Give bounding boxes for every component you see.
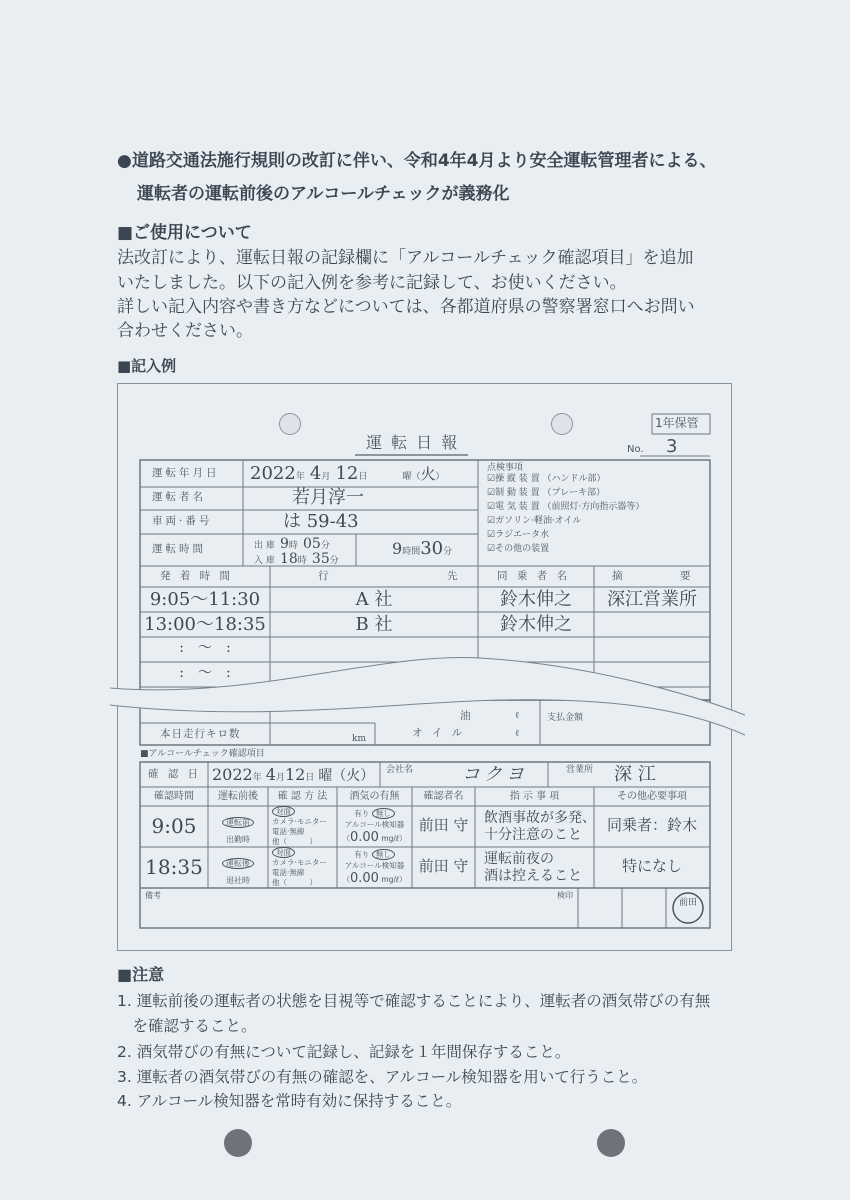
checkbox-checked-icon: ☑ <box>487 488 496 498</box>
check-item <box>487 502 644 513</box>
total-hours: 9 <box>392 539 403 558</box>
minute-unit: 分 <box>320 541 330 551</box>
phase-cell <box>208 810 268 845</box>
month: 4 <box>265 765 276 784</box>
header-method: 確 認 方 法 <box>277 791 328 802</box>
in-label: 入 庫 <box>254 556 275 566</box>
vehicle-label: 車両·番号 <box>152 515 213 527</box>
method-option: カメラ·モニター <box>272 858 327 867</box>
trip-header-note-2: 要 <box>680 570 694 582</box>
notes-heading: ■注意 <box>117 965 165 984</box>
year: 2022 <box>212 765 253 784</box>
trip-time: : ～ : <box>179 665 231 681</box>
intro-line-2: 運転者の運転前後のアルコールチェックが義務化 <box>137 184 510 204</box>
check-label: ラジエータ水 <box>495 530 550 540</box>
intro-line-1: ●道路交通法施行規則の改訂に伴い、令和4年4月より安全運転管理者による、 <box>117 151 717 171</box>
vehicle-number: は 59-43 <box>283 511 359 532</box>
month: 4 <box>309 463 322 484</box>
out-label: 出 庫 <box>254 541 275 551</box>
note-item: 2. 酒気帯びの有無について記録し、記録を１年間保存すること。 <box>117 1043 571 1061</box>
retention-label: 1年保管 <box>655 416 699 430</box>
phase-circled: 運転前 <box>222 817 254 828</box>
day: 12 <box>335 463 359 484</box>
check-item <box>487 488 644 499</box>
drive-date <box>250 463 445 485</box>
year-unit: 年 <box>252 773 262 783</box>
form-title: 運 転 日 報 <box>366 433 460 452</box>
check-item <box>487 544 644 555</box>
header-other: その他必要事項 <box>617 791 687 802</box>
note-item: 1. 運転前後の運転者の状態を目視等で確認することにより、運転者の酒気帯びの有無 <box>117 992 711 1010</box>
phase-circled: 運転後 <box>222 858 254 869</box>
unit: mg/ℓ） <box>381 875 407 884</box>
alcohol-value: 0.00 <box>349 871 379 886</box>
trip-header-dest-1: 行 <box>318 570 332 582</box>
weekday-label: 曜（ <box>402 472 421 482</box>
driver-name: 若月淳一 <box>292 487 364 508</box>
check-time: 9:05 <box>151 814 197 838</box>
method-circled: 対面 <box>272 847 295 858</box>
header-phase: 運転前後 <box>218 791 258 802</box>
check-label: 操 縦 装 置 （ハンドル部） <box>495 474 606 484</box>
check-date <box>212 765 374 785</box>
usage-line: 合わせください。 <box>117 321 253 341</box>
trip-destination: A 社 <box>355 589 393 610</box>
other-notes: 特になし <box>621 857 682 875</box>
usage-line: 詳しい記入内容や書き方などについては、各都道府県の警察署窓口へお問い <box>117 297 695 317</box>
total-minutes: 30 <box>420 538 444 559</box>
check-item <box>487 530 644 541</box>
driver-label: 運転者名 <box>152 491 206 503</box>
minute-unit: 分 <box>329 556 339 566</box>
minutes-unit: 分 <box>443 547 453 557</box>
paren: （ <box>342 834 350 843</box>
header-presence: 酒気の有無 <box>349 791 400 802</box>
day: 12 <box>284 765 306 784</box>
out-hour: 9 <box>279 536 289 552</box>
day-unit: 日 <box>305 773 315 783</box>
year-unit: 年 <box>295 472 305 482</box>
fuel-liter-unit: ℓ <box>515 711 520 721</box>
checkbox-checked-icon: ☑ <box>487 474 496 484</box>
check-item <box>487 516 644 527</box>
check-date-label: 確 認 日 <box>148 768 202 780</box>
instruction-line: 飲酒事故が多発、 <box>484 810 596 826</box>
checkbox-checked-icon: ☑ <box>487 516 496 526</box>
header-check-time: 確認時間 <box>154 791 194 802</box>
example-heading: ■記入例 <box>117 357 177 375</box>
out-minute: 05 <box>303 536 321 552</box>
check-label: ガソリン·軽油·オイル <box>495 516 582 526</box>
oil-label: オ イ ル <box>412 727 466 739</box>
punch-hole <box>224 1129 252 1157</box>
phase-cell <box>208 851 268 886</box>
in-minute: 35 <box>311 551 330 567</box>
trip-destination: B 社 <box>355 614 393 635</box>
checkbox-checked-icon: ☑ <box>487 502 496 512</box>
punch-hole <box>597 1129 625 1157</box>
weekday: 曜（火） <box>318 768 375 784</box>
method-cell <box>272 807 327 847</box>
remarks-label: 備考 <box>145 891 161 900</box>
checker-name: 前田 守 <box>418 857 469 875</box>
alcohol-heading: ■アルコールチェック確認項目 <box>140 749 265 759</box>
trip-header-note-1: 摘 <box>612 570 626 582</box>
weekday: 火 <box>420 465 436 483</box>
trip-header-passenger: 同 乗 者 名 <box>497 570 571 582</box>
fuel-label: 油 <box>460 710 474 722</box>
detector-label: アルコール検知器 <box>344 861 405 870</box>
trip-passenger: 鈴木伸之 <box>500 614 572 635</box>
instruction-line: 運転前夜の <box>484 851 554 867</box>
instruction-line: 十分注意のこと <box>484 827 582 843</box>
presence-cell <box>337 808 412 846</box>
alcohol-value: 0.00 <box>349 830 379 845</box>
phase-sub: 退社時 <box>226 876 250 886</box>
company-name: コクヨ <box>462 764 528 785</box>
checkbox-checked-icon: ☑ <box>487 544 496 554</box>
approval-stamp: 前田 <box>678 898 697 908</box>
day-unit: 日 <box>358 472 368 482</box>
trip-note: 深江営業所 <box>607 589 697 610</box>
date-label: 運転年月日 <box>152 467 220 479</box>
note-item: 4. アルコール検知器を常時有効に保持すること。 <box>117 1092 462 1110</box>
other-notes: 同乗者：鈴木 <box>606 816 697 834</box>
method-option: 他（ ） <box>272 878 317 887</box>
office-name: 深 江 <box>614 764 656 785</box>
hour-unit: 時 <box>297 556 307 566</box>
trip-header-dest-2: 先 <box>447 570 461 582</box>
oil-liter-unit: ℓ <box>515 729 520 739</box>
check-label: 電 気 装 置 （前照灯·方向指示器等） <box>495 502 645 512</box>
checkbox-checked-icon: ☑ <box>487 530 496 540</box>
hour-unit: 時 <box>288 541 298 551</box>
presence-no-circled: 無し <box>372 849 395 860</box>
presence-cell <box>337 849 412 887</box>
office-label: 営業所 <box>566 765 594 775</box>
usage-line: 法改訂により、運転日報の記録欄に「アルコールチェック確認項目」を追加 <box>117 248 694 268</box>
total-time <box>392 538 452 559</box>
instruction-line: 酒は控えること <box>484 868 582 884</box>
month-unit: 月 <box>275 773 285 783</box>
header-instructions: 指 示 事 項 <box>509 791 560 802</box>
trip-time: 9:05～11:30 <box>149 589 261 610</box>
number-label: No. <box>627 444 644 455</box>
method-cell <box>272 848 327 888</box>
seal-label: 検印 <box>557 891 573 900</box>
presence-yes: 有り <box>354 850 370 859</box>
instructions <box>484 810 596 844</box>
number-value: 3 <box>666 436 678 457</box>
detector-label: アルコール検知器 <box>344 820 405 829</box>
hours-unit: 時間 <box>402 547 421 557</box>
header-checker: 確認者名 <box>423 791 464 802</box>
note-item: を確認すること。 <box>117 1017 257 1035</box>
method-option: 電話·無線 <box>272 827 305 836</box>
method-option: 電話·無線 <box>272 868 305 877</box>
unit: mg/ℓ） <box>381 834 407 843</box>
presence-no-circled: 無し <box>372 808 395 819</box>
in-time <box>254 550 339 565</box>
company-label: 会社名 <box>386 765 414 775</box>
check-item <box>487 474 644 485</box>
check-time: 18:35 <box>145 855 203 879</box>
trip-time: : ～ : <box>179 640 231 656</box>
trip-time: 13:00～18:35 <box>144 614 266 635</box>
method-circled: 対面 <box>272 806 295 817</box>
month-unit: 月 <box>321 472 331 482</box>
out-time <box>254 535 330 550</box>
checklist-title: 点検事項 <box>487 463 524 473</box>
payment-label: 支払金額 <box>547 713 584 723</box>
in-hour: 18 <box>279 551 298 567</box>
km-unit: km <box>352 734 366 744</box>
method-option: カメラ·モニター <box>272 817 327 826</box>
phase-sub: 出勤時 <box>226 835 250 845</box>
paren: （ <box>342 875 350 884</box>
check-label: 制 動 装 置 （ブレーキ部） <box>495 488 606 498</box>
presence-yes: 有り <box>354 809 370 818</box>
note-item: 3. 運転者の酒気帯びの有無の確認を、アルコール検知器を用いて行うこと。 <box>117 1068 648 1086</box>
checker-name: 前田 守 <box>418 816 469 834</box>
check-label: その他の装置 <box>495 544 550 554</box>
year: 2022 <box>250 463 296 484</box>
distance-label: 本日走行キロ数 <box>160 728 241 740</box>
time-label: 運転時間 <box>152 543 206 555</box>
method-option: 他（ ） <box>272 837 317 846</box>
weekday-close: ） <box>435 472 445 482</box>
trip-header-time: 発 着 時 間 <box>160 570 234 582</box>
instructions <box>484 851 582 885</box>
checklist <box>487 474 644 555</box>
usage-line: いたしました。以下の記入例を参考に記録して、お使いください。 <box>117 273 627 293</box>
trip-passenger: 鈴木伸之 <box>500 589 572 610</box>
usage-heading: ■ご使用について <box>117 223 252 243</box>
